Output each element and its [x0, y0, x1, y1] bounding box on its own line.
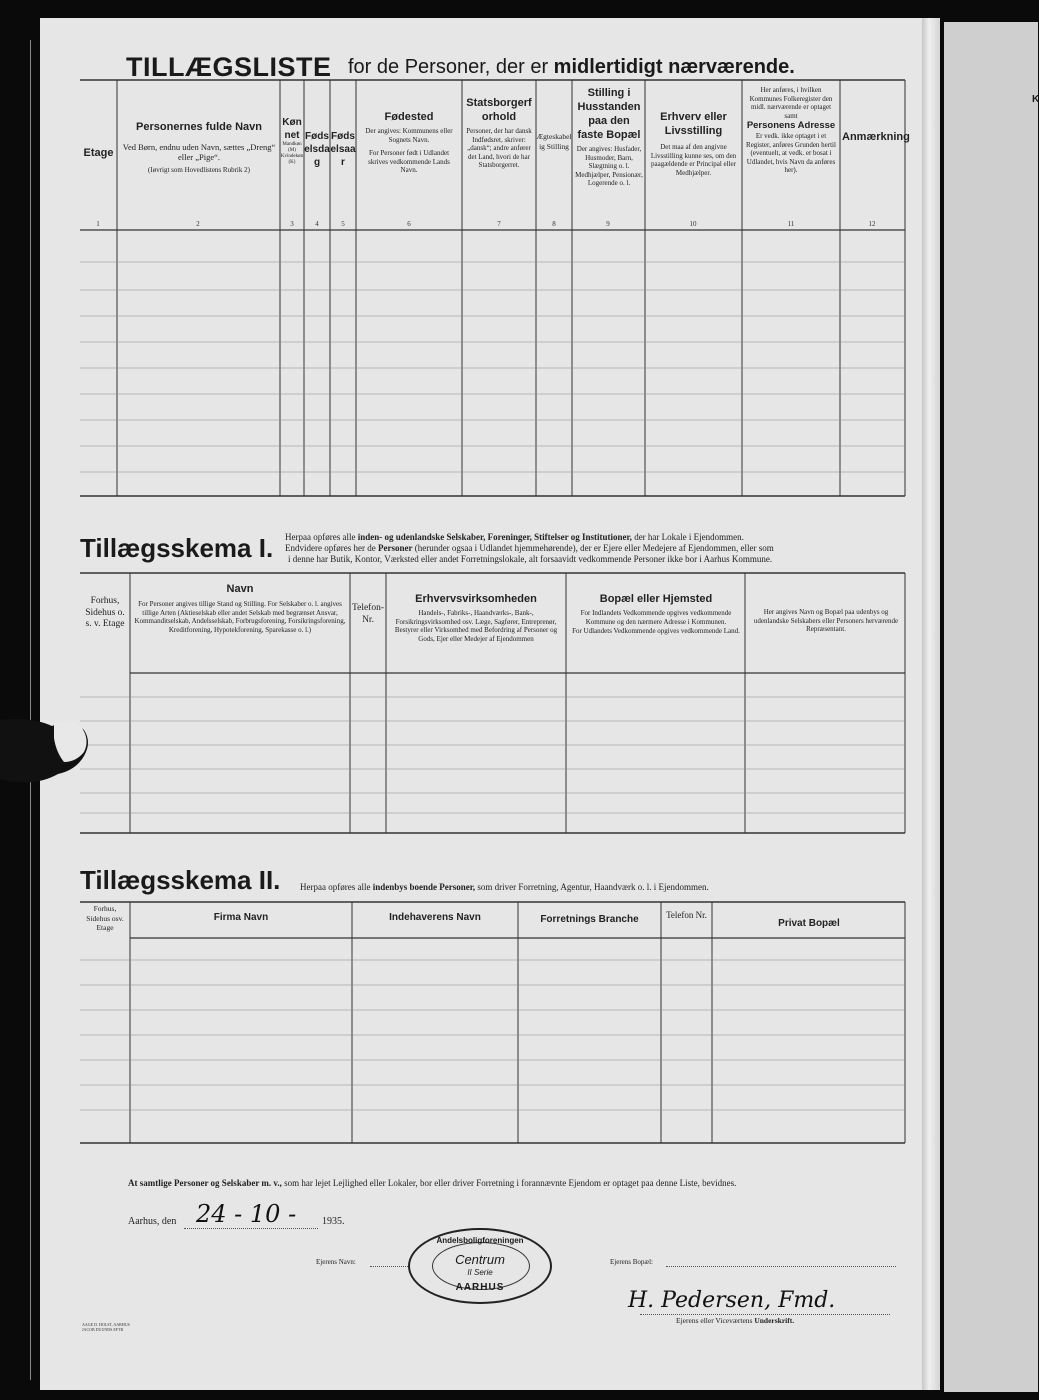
skema2-col-firma: Firma Navn [213, 912, 269, 923]
printer-imprint: AAGE D. HOLST, AARHUS JACOB DUUNDS EFTR [82, 1322, 130, 1332]
facing-page-fragment: K [1032, 94, 1039, 105]
col-num-4: 4 [315, 220, 319, 228]
skema2-col-bopael: Privat Bopæl [778, 918, 840, 929]
col-name-header: Personernes fulde Navn Ved Børn, endnu uden Navn, sættes „Dreng“ eller „Pige“. (Iøvrigt som Hovedlistens Rubrik 2) [122, 121, 276, 174]
owner-address-label: Ejerens Bopæl: [610, 1258, 653, 1266]
col-birthday-header: Fødselsdag [304, 131, 330, 168]
signature-line [640, 1314, 890, 1315]
col-gender-header: Kønnet Mandkøn (M) Kvindekøn (K) [280, 117, 304, 165]
tillaegsliste-title: TILLÆGSLISTE [126, 52, 332, 82]
col-num-10: 10 [689, 220, 697, 228]
owner-name-line [370, 1266, 410, 1267]
skema2-col-telefon: Telefon Nr. [666, 910, 707, 920]
skema2-col-branche: Forretnings Branche [540, 914, 639, 925]
col-household-header: Stilling i Husstanden paa den faste Bopæl Der angives: Husfader, Husmoder, Barn, Slægtning o. l. Medhjælper, Pensionær, Logerende o. l. [575, 87, 643, 187]
skema1-col-erhverv: Erhvervsvirksomheden Handels-, Fabriks-, Haandværks-, Bank-, Forsikringsvirksomhed osv. Læge, Sagfører, Entreprenør, Bestyrer eller Virksomhed med Befordring af Personer og Gods, Ejer eller Medejer af Ejendommen [394, 593, 558, 643]
col-address-header: Her anføres, i hvilken Kommunes Folkeregister den midl. nærværende er optaget samt Personens Adresse Er vedk. ikke optaget i et Register, anføres Grunden hertil (eventuelt, at vedk. er bosat i Udlandet, hvis Navn da anføres her). [746, 86, 836, 174]
date-line [184, 1228, 318, 1229]
attestation-text: At samtlige Personer og Selskaber m. v., som har lejet Lejlighed eller Lokaler, bor eller driver Forretning i forannævnte Ejendom er optaget paa denne Liste, bevidnes. [128, 1178, 737, 1188]
association-stamp: Andelsboligforeningen Centrum II Serie AARHUS [408, 1228, 552, 1304]
owner-address-line [666, 1266, 896, 1267]
col-num-2: 2 [196, 220, 200, 228]
skema2-intro: Herpaa opføres alle indenbys boende Personer, som driver Forretning, Agentur, Haandværk o. l. i Ejendommen. [300, 882, 709, 892]
skema1-col-telefon: Telefon-Nr. [351, 603, 385, 625]
col-num-3: 3 [290, 220, 294, 228]
col-citizenship-header: Statsborgerforhold Personer, der har dansk Indfødsret, skriver: „dansk“; andre anfører det Land, hvori de har Statsborgerret. [466, 97, 532, 169]
col-marital-header: Ægteskabelig Stilling [536, 132, 572, 151]
skema2-col-indehaver: Indehaverens Navn [389, 912, 481, 923]
col-num-12: 12 [868, 220, 876, 228]
col-num-11: 11 [787, 220, 795, 228]
thumb-holding-page [0, 712, 92, 788]
place-label: Aarhus, den [128, 1216, 177, 1227]
col-num-8: 8 [552, 220, 556, 228]
col-num-1: 1 [96, 220, 100, 228]
skema1-title: Tillægsskema I. [80, 533, 274, 563]
date-handwritten: 24 - 10 - [196, 1200, 297, 1228]
skema1-col-bopael: Bopæl eller Hjemsted For Indlandets Vedkommende opgives vedkommende Kommune og den nærmere Adresse i Kommunen. For Udlandets Vedkommende opgives vedkommende Land. [572, 593, 740, 635]
tillaegsliste-subtitle: for de Personer, der er midlertidigt nærværende. [348, 56, 795, 78]
skema2-title: Tillægsskema II. [80, 865, 281, 895]
col-birthyear-header: Fødselsaar [330, 131, 356, 168]
col-num-7: 7 [497, 220, 501, 228]
skema1-col-representative: Her angives Navn og Bopæl paa udenbys og udenlandske Selskabers eller Personers herværende Repræsentant. [753, 608, 899, 633]
signature-handwritten: H. Pedersen, Fmd. [628, 1288, 836, 1313]
skema1-col-etage: Forhus, Sidehus o. s. v. Etage [85, 596, 125, 629]
owner-name-label: Ejerens Navn: [316, 1258, 356, 1266]
skema1-intro: Herpaa opføres alle inden- og udenlandske Selskaber, Foreninger, Stiftelser og Institutioner, der har Lokale i Ejendommen. Endvidere opføres her de Personer (herunder ogsaa i Udlandet hjemmehørende), der er Ejere eller Medejere af Ejendommen, eller som i denne har Butik, Kontor, Værksted eller andet Forretningslokale, alt forsaavidt vedkommende Personer ikke bor i Aarhus Kommune. [285, 532, 774, 564]
skema1-col-navn: Navn For Personer angives tillige Stand og Stilling. For Selskaber o. l. angives tillige Arten (Aktieselskab eller andet Selskab med begrænset Ansvar, Kommanditselskab, Andelsselskab, Forbrugsforening, Forsikringsforening, Kreditforening, Hypotekforening, Sparekasse o. l.) [134, 583, 346, 634]
col-remarks-header: Anmærkning [842, 131, 910, 143]
skema2-col-etage: Forhus, Sidehus osv. Etage [86, 904, 124, 932]
col-num-6: 6 [407, 220, 411, 228]
col-birthplace-header: Fødested Der angives: Kommunens eller Sognets Navn. For Personer født i Udlandet skrives vedkommende Lands Navn. [365, 111, 453, 174]
col-num-5: 5 [341, 220, 345, 228]
year-text: 1935. [322, 1216, 345, 1227]
col-etage-header: Etage [83, 147, 114, 159]
col-num-9: 9 [606, 220, 610, 228]
col-occupation-header: Erhverv eller Livsstilling Det maa af den angivne Livsstilling kunne ses, om den paagældende er Principal eller Medhjælper. [650, 111, 737, 177]
signature-label: Ejerens eller Viceværtens Underskrift. [676, 1316, 795, 1325]
